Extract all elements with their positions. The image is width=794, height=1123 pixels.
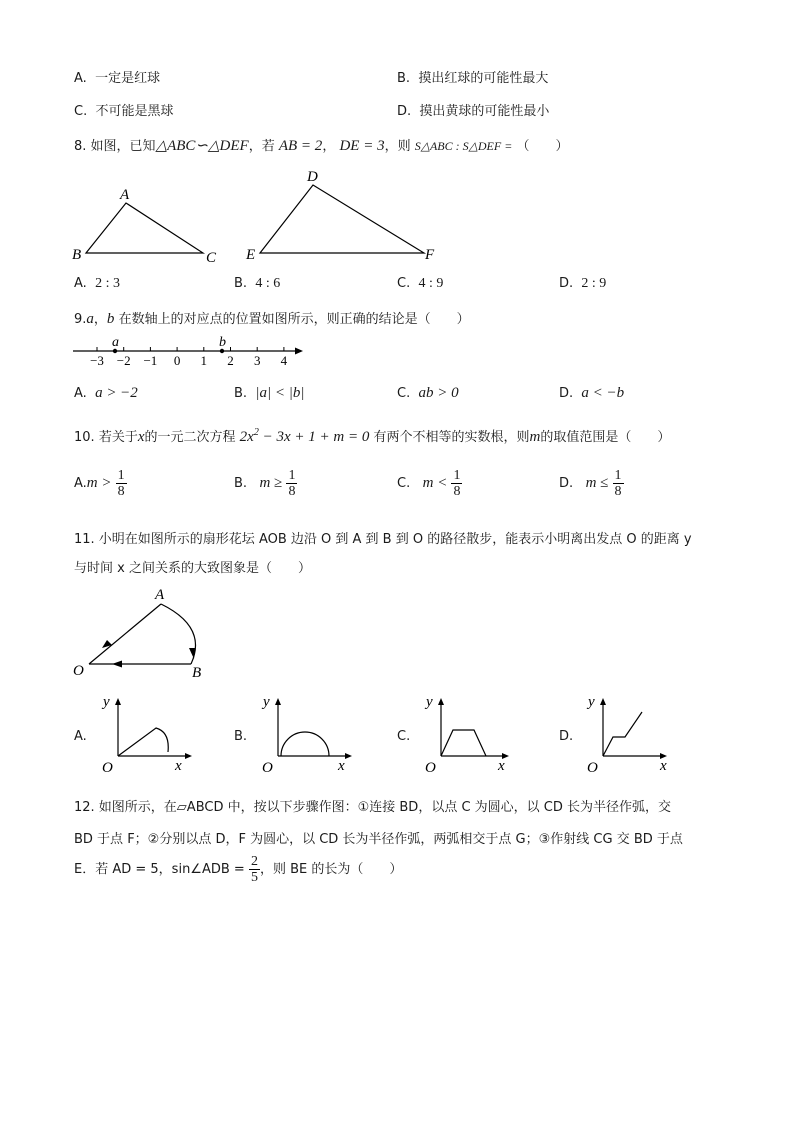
stem-text: ，则 BE 的长为（ ） [259,862,403,877]
q11-graph-a [92,690,202,780]
option-label: A. [74,276,87,291]
similar-expression: △ABC∽△DEF [155,138,249,154]
vertex-d-label: D [307,169,318,185]
stem-text: ，则 [384,139,411,154]
x-axis-arrow [185,753,192,759]
stem-text: ，若 [248,139,275,154]
area-ratio-expression: S△ABC : S△DEF = [414,139,513,153]
ab-value: AB = 2 [278,138,323,154]
variable-b: b [106,311,115,327]
y-axis-label: y [103,694,110,710]
option-label: D. [397,104,412,119]
option-label: B. [234,476,248,491]
stem-text: 如图，已知 [90,139,156,154]
quadratic-equation [240,429,370,445]
y-axis-label: y [426,694,433,710]
origin-label: O [587,760,598,776]
segment-oa [89,604,161,664]
graph-curve [603,712,642,756]
option-text: 摸出黄球的可能性最小 [419,104,550,119]
q7-option-b [397,67,548,86]
fraction-numerator: 1 [288,468,296,483]
option-lhs: m > [86,475,112,491]
q11-option-a-label: A. [74,729,87,744]
q8-option-a [74,276,120,292]
arrow-ab [189,648,195,659]
fraction-denominator: 8 [453,484,461,499]
q11-graph-c [415,690,525,780]
q11-option-c-label: C. [397,729,411,744]
q10-option-a [74,468,127,499]
number-line-tick-label: −1 [143,353,158,368]
q9-option-d [559,385,624,402]
vertex-b-label: B [192,665,202,681]
point-b-label: b [219,335,226,350]
question-number: 10. [74,430,95,445]
fraction [249,854,260,885]
fraction-denominator: 5 [250,870,258,885]
fraction-denominator: 8 [117,484,125,499]
stem-text: 的取值范围是（ ） [540,430,671,445]
y-axis-label: y [588,694,595,710]
stem-text: 的一元二次方程 [144,430,236,445]
x-axis-label: x [660,758,667,774]
question-number: 8. [74,139,87,154]
fraction-denominator: 8 [614,484,622,499]
x-axis-label: x [498,758,505,774]
origin-label: O [425,760,436,776]
triangle-def-figure [243,165,443,265]
q10-option-d [559,468,624,499]
number-line-tick-label: 2 [227,353,234,368]
q8-stem [74,135,568,155]
q9-stem [74,308,470,328]
arrow-bo [112,661,122,668]
q10-option-c [397,468,462,499]
vertex-f-label: F [425,247,435,263]
q10-stem [74,426,670,446]
q9-option-a [74,385,138,402]
vertex-e-label: E [246,247,256,263]
option-lhs: m ≥ [259,475,283,491]
number-line-tick-label: 0 [173,353,181,368]
option-label: A. [74,476,87,491]
x-axis-label: x [338,758,345,774]
option-text: 一定是红球 [95,71,161,86]
number-line-tick-label: −2 [116,353,131,368]
option-label: B. [397,71,411,86]
stem-text: E．若 AD = 5，sin∠ADB = [74,862,245,877]
arc-ab [161,604,196,664]
y-axis-arrow [600,698,606,705]
q11-option-d-label: D. [559,729,574,744]
q8-option-c [397,276,443,292]
q7-option-d [397,100,549,119]
fraction-numerator: 1 [614,468,622,483]
question-number: 9. [74,312,87,327]
q12-stem-line2: BD 于点 F；②分别以点 D，F 为圆心，以 CD 长为半径作弧，两弧相交于点 G；③作射线 CG 交 BD 于点 [74,832,683,847]
fraction [613,468,624,499]
origin-label: O [102,760,113,776]
graph-curve [118,728,168,756]
fraction [286,468,297,499]
equation-exponent: 2 [253,427,259,438]
sector-aob-figure [70,585,220,685]
vertex-c-label: C [206,250,217,266]
option-value: 4 : 9 [418,276,444,291]
vertex-a-label: A [120,187,130,203]
number-line-tick-label: 1 [200,353,208,368]
y-axis-arrow [438,698,444,705]
y-axis-arrow [115,698,121,705]
equation-suffix: − 3x + 1 + m = 0 [258,429,370,445]
answer-blank: （ ） [516,139,569,154]
equation-prefix: 2x [239,429,254,445]
option-value: 4 : 6 [255,276,281,291]
triangle-abc [86,203,203,253]
option-value: a > −2 [95,385,138,401]
option-value: |a| < |b| [255,385,305,401]
stem-text: 有两个不相等的实数根，则 [373,430,530,445]
variable-a: a [86,311,94,327]
q8-option-d [559,276,606,292]
origin-label: O [262,760,273,776]
variable-m: m [529,429,541,445]
option-label: A. [74,386,87,401]
option-label: C. [74,104,88,119]
option-text: 不可能是黑球 [95,104,174,119]
option-lhs: m ≤ [585,475,609,491]
option-label: D. [559,476,574,491]
option-label: C. [397,276,411,291]
option-value: 2 : 9 [581,276,607,291]
y-axis-label: y [263,694,270,710]
q11-graph-b [252,690,362,780]
stem-text: ， [322,139,336,154]
option-value: 2 : 3 [95,276,120,291]
option-label: B. [234,386,248,401]
stem-text: ， [93,312,107,327]
x-axis-arrow [345,753,352,759]
vertex-a-label: A [155,587,165,603]
vertex-o-label: O [73,663,84,679]
option-label: D. [559,276,574,291]
fraction-denominator: 8 [288,484,296,499]
fraction-numerator: 1 [117,468,125,483]
q12-stem-line3 [74,854,402,885]
q12-stem-line1: 12. 如图所示，在▱ABCD 中，按以下步骤作图：①连接 BD，以点 C 为圆心，以 CD 长为半径作弧，交 [74,800,672,815]
option-value: a < −b [581,385,625,401]
q11-graph-d [577,690,687,780]
q11-stem-line1: 11. 小明在如图所示的扇形花坛 AOB 边沿 O 到 A 到 B 到 O 的路径散步，能表示小明离出发点 O 的距离 y [74,532,692,547]
point-a-label: a [112,335,119,350]
stem-text: 在数轴上的对应点的位置如图所示，则正确的结论是（ ） [118,312,470,327]
option-label: D. [559,386,574,401]
option-label: A. [74,71,87,86]
q11-option-b-label: B. [234,729,248,744]
fraction [116,468,127,499]
variable-x: x [137,429,145,445]
triangle-abc-figure [70,185,230,270]
graph-curve [441,730,486,756]
option-value: ab > 0 [418,385,459,401]
number-line-tick-label: −3 [90,353,104,368]
option-text: 摸出红球的可能性最大 [418,71,549,86]
number-line-tick-label: 3 [253,353,261,368]
fraction [451,468,462,499]
x-axis-label: x [175,758,182,774]
vertex-b-label: B [72,247,82,263]
graph-curve [281,732,329,756]
option-label: C. [397,386,411,401]
number-line [70,332,310,372]
fraction-numerator: 1 [453,468,461,483]
q8-option-b [234,276,280,292]
q10-option-b [234,468,297,499]
fraction-numerator: 2 [250,854,258,869]
q7-option-a [74,67,160,86]
q9-option-b [234,385,304,402]
triangle-def [260,185,424,253]
de-value: DE = 3 [339,138,385,154]
number-line-tick-label: 4 [280,353,288,368]
q11-stem-line2: 与时间 x 之间关系的大致图象是（ ） [74,561,311,576]
q7-option-c [74,100,174,119]
option-label: C. [397,476,411,491]
q9-option-c [397,385,459,402]
y-axis-arrow [275,698,281,705]
option-lhs: m < [422,475,448,491]
stem-text: 若关于 [98,430,138,445]
option-label: B. [234,276,248,291]
number-line-arrow [295,348,303,355]
